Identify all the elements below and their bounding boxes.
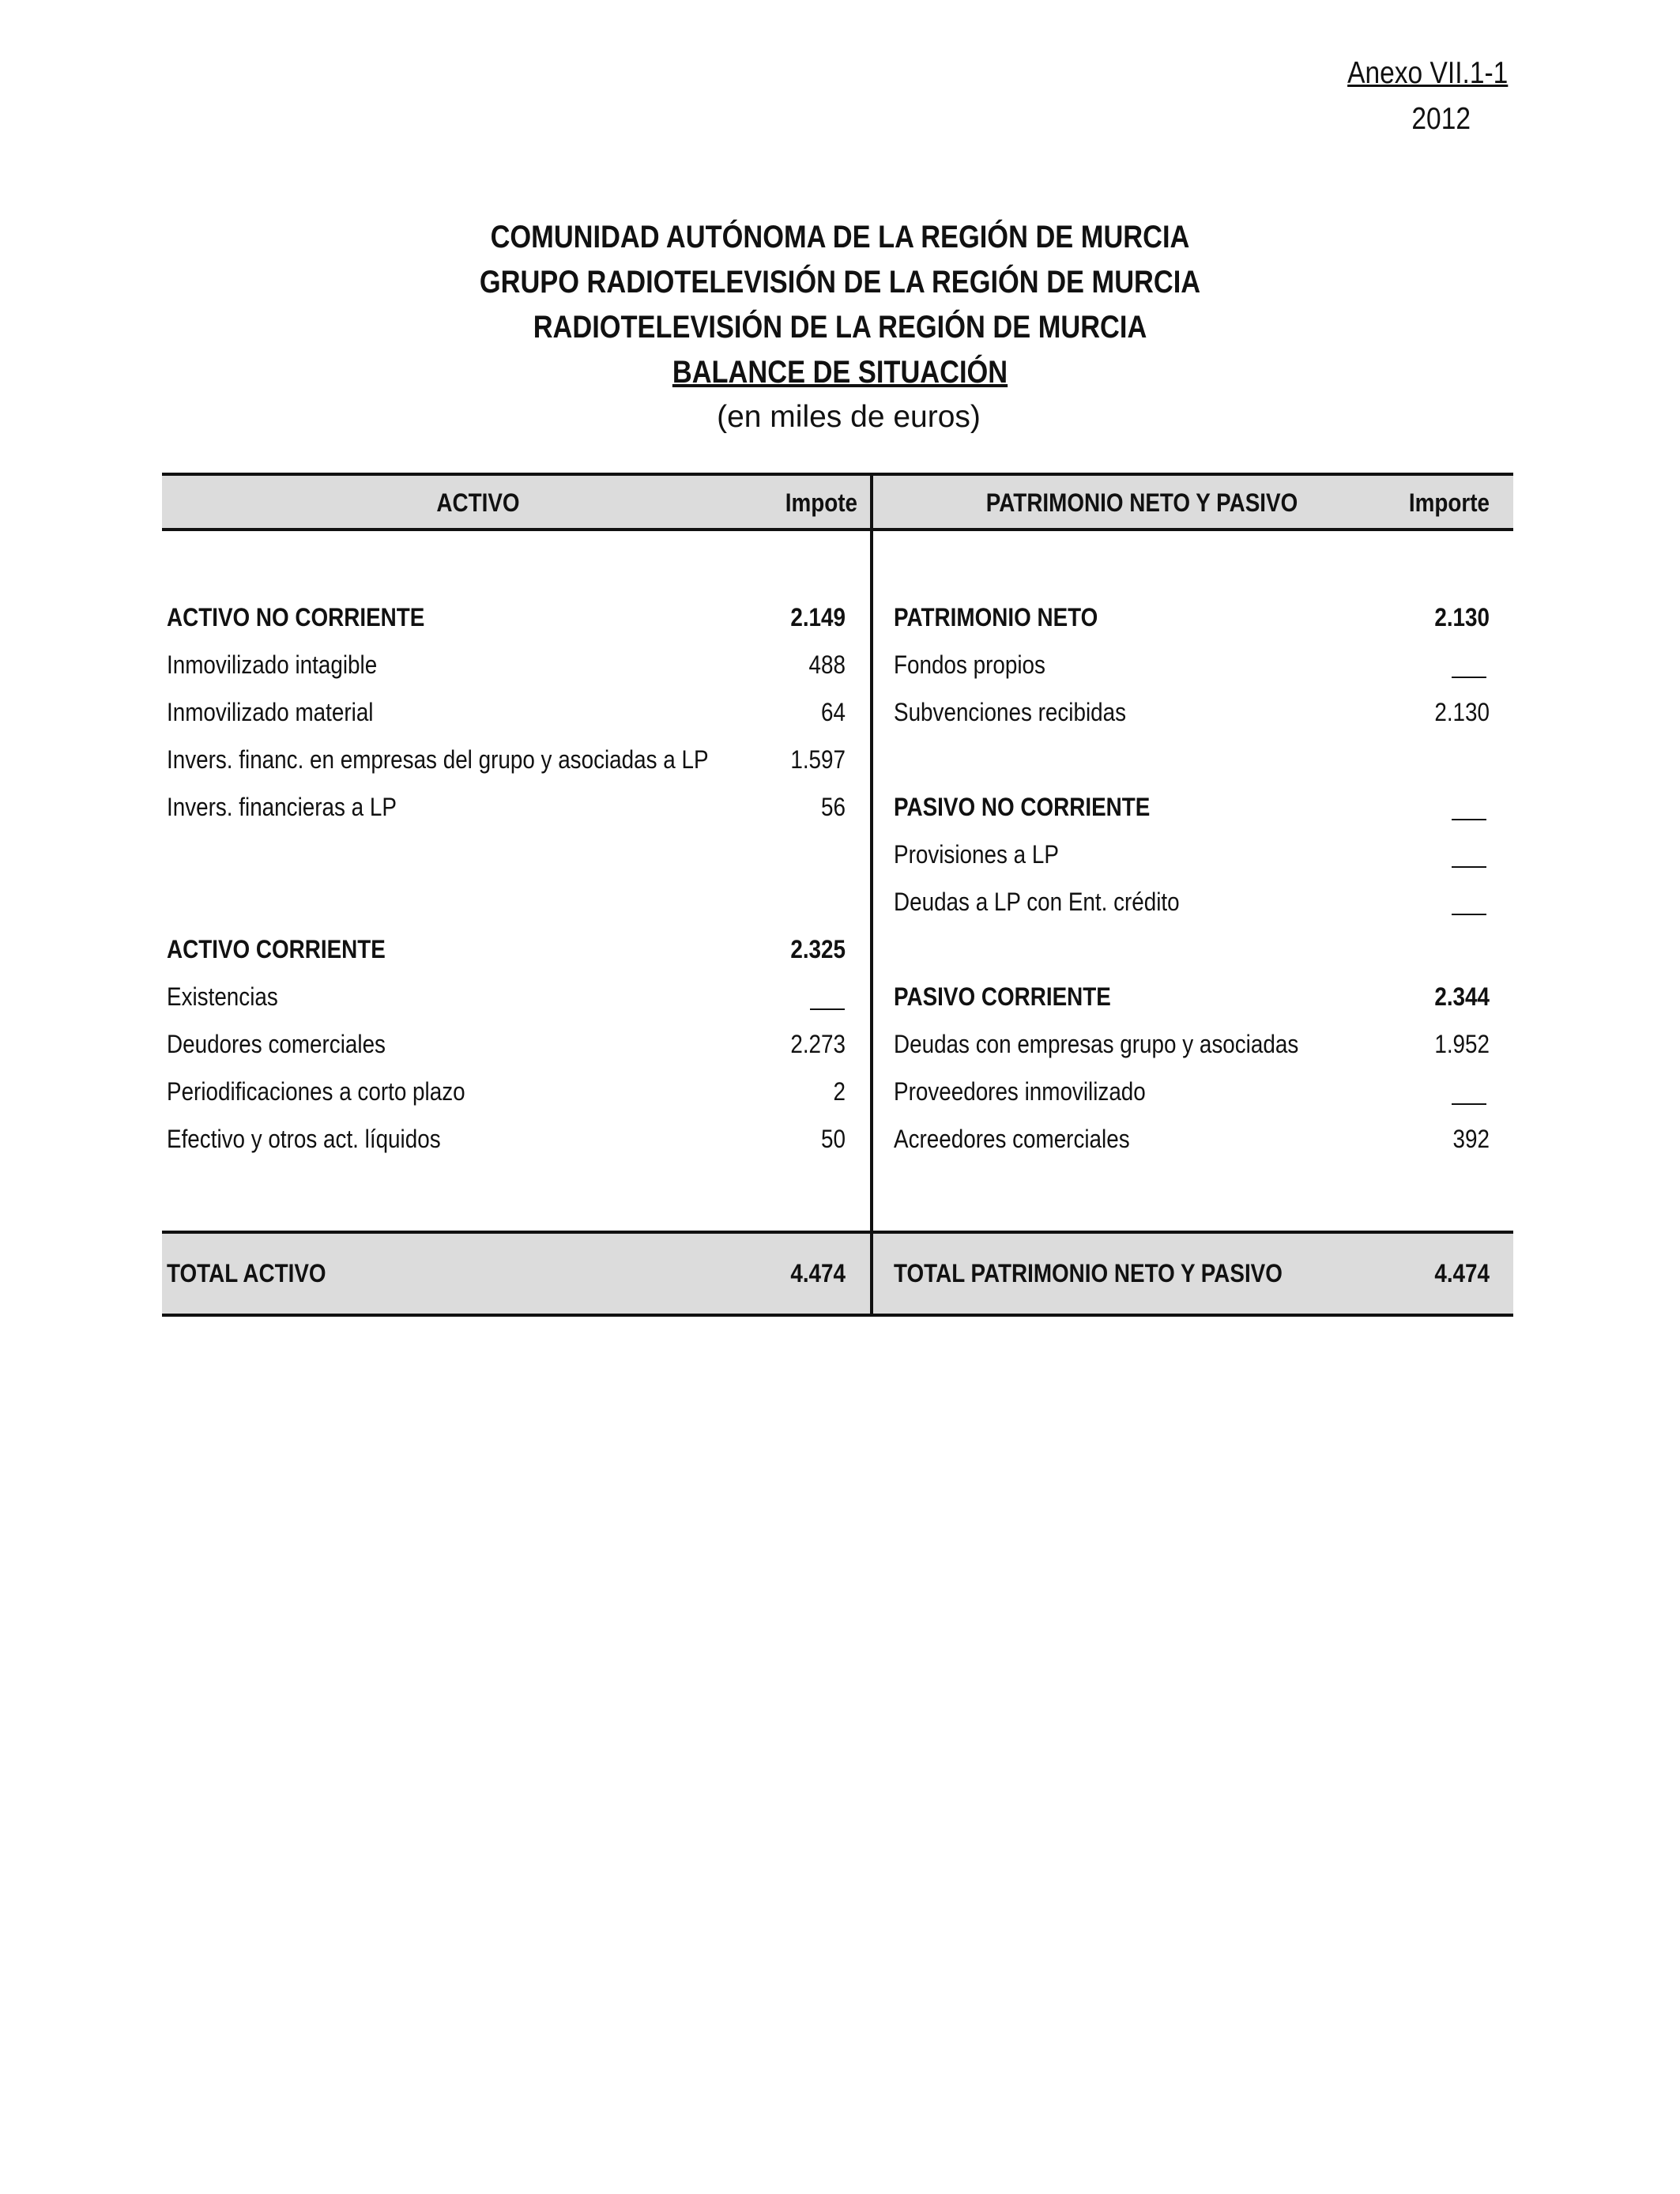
balance-sheet-table <box>162 473 1513 1317</box>
pasivo-c-item-value: 1.952 <box>1434 1030 1490 1058</box>
column-divider <box>870 473 873 1317</box>
patrimonio-neto-label: PATRIMONIO NETO <box>894 603 1098 631</box>
total-pasivo-value: 4.474 <box>1434 1259 1490 1287</box>
activo-nc-item-label: Invers. financieras a LP <box>167 793 397 821</box>
activo-nc-item-value: 64 <box>821 698 846 726</box>
activo-corriente-value: 2.325 <box>790 935 846 963</box>
title-group: GRUPO RADIOTELEVISIÓN DE LA REGIÓN DE MURCIA <box>479 265 1201 300</box>
annex-code: Anexo VII.1-1 <box>1347 56 1508 90</box>
empty-value-dash <box>1452 1103 1486 1105</box>
pasivo-c-item-value: 392 <box>1452 1125 1490 1153</box>
activo-c-item-label: Efectivo y otros act. líquidos <box>167 1125 441 1153</box>
activo-nc-item-value: 1.597 <box>790 745 846 774</box>
pasivo-c-item-label: Proveedores inmovilizado <box>894 1077 1146 1106</box>
pasivo-nc-item-label: Provisiones a LP <box>894 840 1059 869</box>
activo-nc-item-label: Invers. financ. en empresas del grupo y asociadas a LP <box>167 745 709 774</box>
activo-c-item-label: Periodificaciones a corto plazo <box>167 1077 465 1106</box>
activo-nc-item-label: Inmovilizado material <box>167 698 374 726</box>
header-pasivo-amount: Importe <box>1408 488 1490 517</box>
activo-corriente-label: ACTIVO CORRIENTE <box>167 935 386 963</box>
patrimonio-item-label: Fondos propios <box>894 650 1045 679</box>
annex-block <box>1347 51 1508 142</box>
pasivo-nc-item-label: Deudas a LP con Ent. crédito <box>894 888 1180 916</box>
title-entity: RADIOTELEVISIÓN DE LA REGIÓN DE MURCIA <box>533 310 1147 345</box>
empty-value-dash <box>1452 819 1486 820</box>
patrimonio-neto-value: 2.130 <box>1434 603 1490 631</box>
document-titles <box>0 215 1680 439</box>
total-activo-value: 4.474 <box>790 1259 846 1287</box>
activo-c-item-label: Deudores comerciales <box>167 1030 386 1058</box>
total-activo-label: TOTAL ACTIVO <box>167 1259 326 1287</box>
activo-nc-item-value: 488 <box>808 650 846 679</box>
activo-no-corriente-value: 2.149 <box>790 603 846 631</box>
header-activo-amount: Impote <box>785 488 857 517</box>
header-activo: ACTIVO <box>436 488 520 517</box>
activo-nc-item-label: Inmovilizado intagible <box>167 650 378 679</box>
activo-c-item-value: 2.273 <box>790 1030 846 1058</box>
pasivo-corriente-value: 2.344 <box>1434 982 1490 1011</box>
empty-value-dash <box>1452 914 1486 915</box>
total-pasivo-label: TOTAL PATRIMONIO NETO Y PASIVO <box>894 1259 1283 1287</box>
pasivo-c-item-label: Deudas con empresas grupo y asociadas <box>894 1030 1299 1058</box>
patrimonio-item-label: Subvenciones recibidas <box>894 698 1127 726</box>
activo-no-corriente-label: ACTIVO NO CORRIENTE <box>167 603 425 631</box>
annex-year: 2012 <box>1411 102 1471 136</box>
title-balance: BALANCE DE SITUACIÓN <box>672 355 1008 390</box>
activo-c-item-value: 2 <box>833 1077 846 1106</box>
pasivo-corriente-label: PASIVO CORRIENTE <box>894 982 1111 1011</box>
patrimonio-item-value: 2.130 <box>1434 698 1490 726</box>
activo-c-item-value: 50 <box>821 1125 846 1153</box>
activo-nc-item-value: 56 <box>821 793 846 821</box>
header-pasivo: PATRIMONIO NETO Y PASIVO <box>985 488 1298 517</box>
title-community: COMUNIDAD AUTÓNOMA DE LA REGIÓN DE MURCIA <box>490 220 1190 254</box>
empty-value-dash <box>1452 677 1486 678</box>
empty-value-dash <box>810 1008 845 1010</box>
title-units: (en miles de euros) <box>717 400 981 434</box>
pasivo-no-corriente-label: PASIVO NO CORRIENTE <box>894 793 1151 821</box>
activo-c-item-label: Existencias <box>167 982 278 1011</box>
pasivo-c-item-label: Acreedores comerciales <box>894 1125 1130 1153</box>
empty-value-dash <box>1452 866 1486 868</box>
